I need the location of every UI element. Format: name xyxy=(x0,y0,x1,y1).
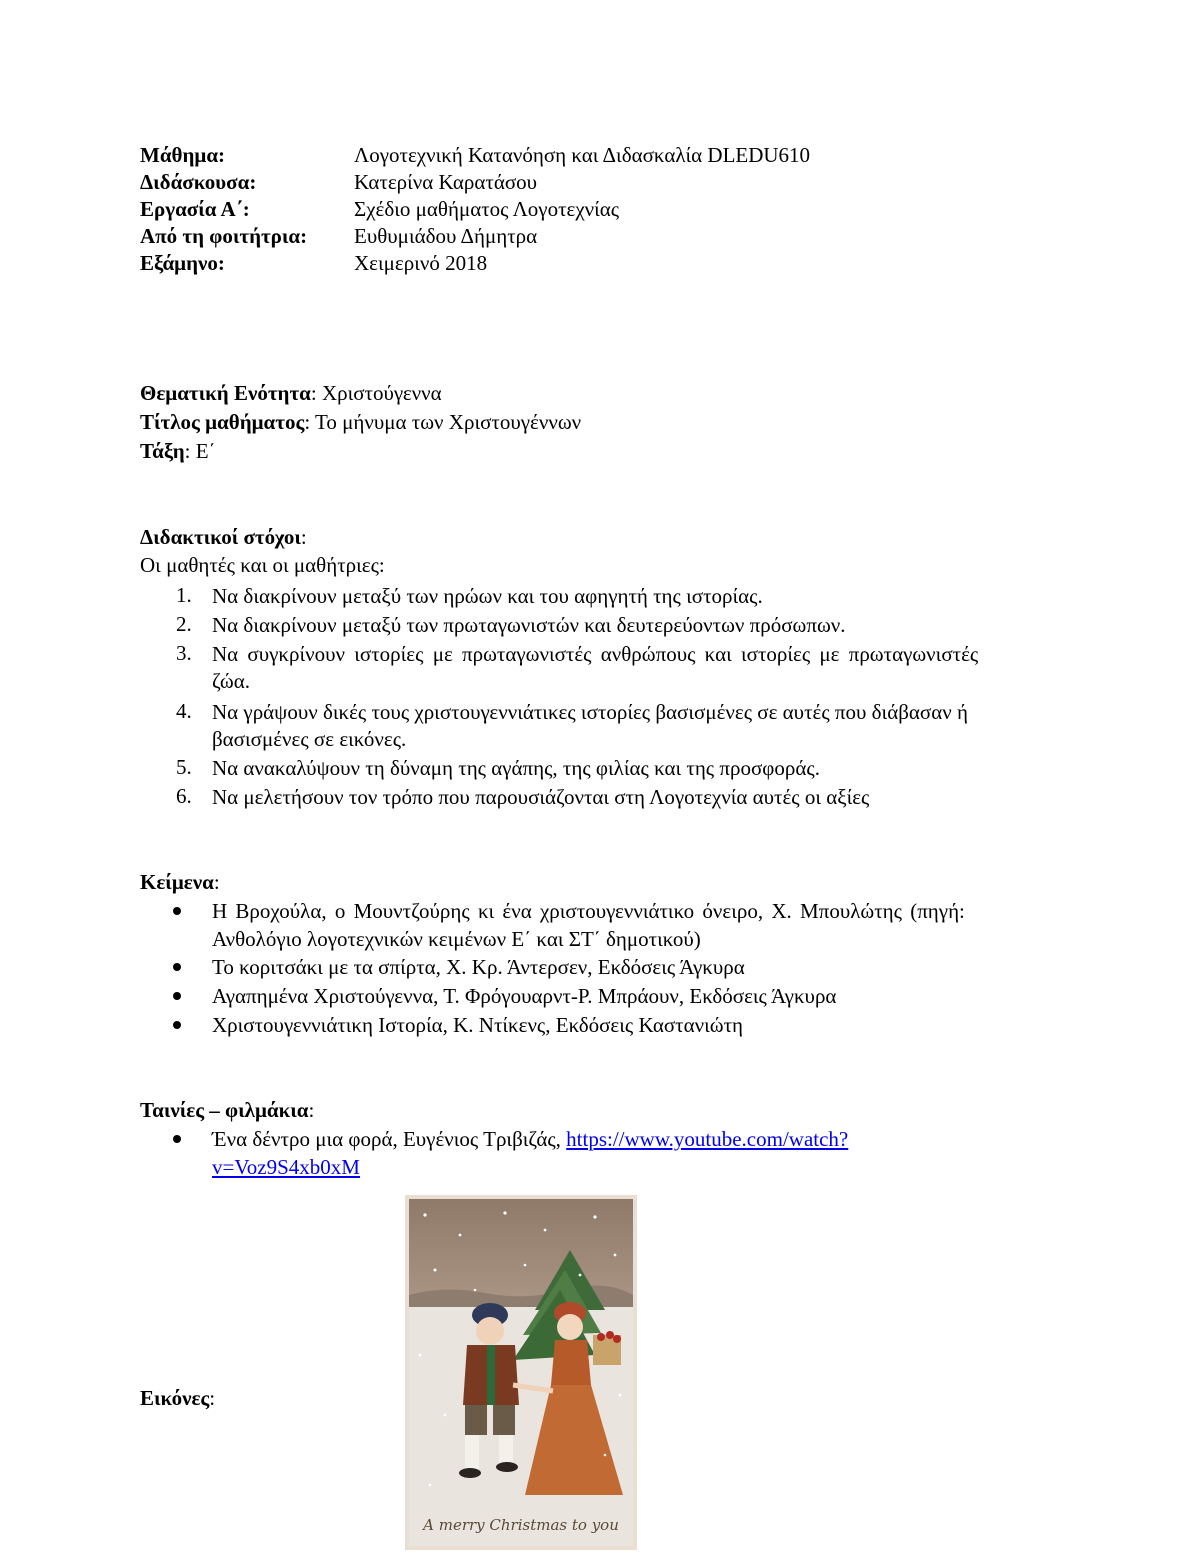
lesson-value: : Το μήνυμα των Χριστουγέννων xyxy=(304,410,582,434)
films-colon: : xyxy=(308,1098,315,1122)
text-item: Το κοριτσάκι με τα σπίρτα, Χ. Κρ. Άντερσεν, Εκδόσεις Άγκυρα xyxy=(212,955,745,979)
header-label: Εργασία Α΄: xyxy=(140,197,250,221)
header-label: Από τη φοιτήτρια: xyxy=(140,224,308,248)
images-heading xyxy=(140,1385,215,1412)
bullet-icon xyxy=(173,992,181,1000)
images-colon: : xyxy=(209,1386,216,1410)
lesson-line xyxy=(140,409,581,436)
films-heading-text: Ταινίες – φιλμάκια xyxy=(140,1098,309,1122)
film-title: Ένα δέντρο μια φορά, Ευγένιος Τριβιζάς, xyxy=(212,1127,567,1151)
goals-intro: Οι μαθητές και οι μαθήτριες: xyxy=(140,553,385,577)
goal-number: 3. xyxy=(176,641,192,665)
goal-item: Να διακρίνουν μεταξύ των πρωταγωνιστών και δευτερεύοντων πρόσωπων. xyxy=(212,613,846,637)
goal-item: Να ανακαλύψουν τη δύναμη της αγάπης, της φιλίας και της προσφοράς. xyxy=(212,756,820,780)
texts-heading-text: Κείμενα xyxy=(140,870,214,894)
goal-number: 5. xyxy=(176,755,192,779)
goal-number: 1. xyxy=(176,583,192,607)
goal-item: Να συγκρίνουν ιστορίες με πρωταγωνιστές ανθρώπους και ιστορίες με πρωταγωνιστές xyxy=(212,642,979,666)
postcard-illustration xyxy=(405,1195,637,1550)
text-item-continued: Ανθολόγιο λογοτεχνικών κειμένων Ε΄ και ΣΤ΄ δημοτικού) xyxy=(212,927,701,951)
header-value: Ευθυμιάδου Δήμητρα xyxy=(354,224,538,248)
header-value: Κατερίνα Καρατάσου xyxy=(354,170,538,194)
goal-number: 6. xyxy=(176,784,192,808)
grade-line xyxy=(140,438,216,465)
goals-heading-text: Διδακτικοί στόχοι xyxy=(140,525,301,549)
goals-heading xyxy=(140,524,307,551)
film-item xyxy=(212,1125,848,1153)
goal-item: Να διακρίνουν μεταξύ των ηρώων και του αφηγητή της ιστορίας. xyxy=(212,584,763,608)
unit-value: : Χριστούγεννα xyxy=(310,381,442,405)
header-value: Σχέδιο μαθήματος Λογοτεχνίας xyxy=(354,197,620,221)
postcard-caption: A merry Christmas to you xyxy=(423,1516,619,1534)
goal-item: Να γράψουν δικές τους χριστουγεννιάτικες ιστορίες βασισμένες σε αυτές που διάβασαν ή xyxy=(212,700,968,724)
goal-number: 4. xyxy=(176,699,192,723)
film-item-continued xyxy=(212,1153,360,1181)
unit-label: Θεματική Ενότητα xyxy=(140,381,311,405)
bullet-icon xyxy=(173,1021,181,1029)
goal-item: Να μελετήσουν τον τρόπο που παρουσιάζονται στη Λογοτεχνία αυτές οι αξίες xyxy=(212,785,870,809)
bullet-icon xyxy=(173,963,181,971)
texts-heading xyxy=(140,869,220,896)
header-value: Λογοτεχνική Κατανόηση και Διδασκαλία DLEDU610 xyxy=(354,143,811,167)
youtube-link[interactable]: https://www.youtube.com/watch? xyxy=(566,1127,849,1151)
goal-item-continued: ζώα. xyxy=(212,669,251,693)
grade-label: Τάξη xyxy=(140,439,185,463)
bullet-icon xyxy=(173,1135,181,1143)
films-heading xyxy=(140,1097,314,1124)
goal-number: 2. xyxy=(176,612,192,636)
grade-value: : Ε΄ xyxy=(184,439,216,463)
text-item: Χριστουγεννιάτικη Ιστορία, Κ. Ντίκενς, Εκδόσεις Καστανιώτη xyxy=(212,1013,743,1037)
goal-item-continued: βασισμένες σε εικόνες. xyxy=(212,727,407,751)
header-label: Μάθημα: xyxy=(140,143,226,167)
header-label: Εξάμηνο: xyxy=(140,251,225,275)
header-value: Χειμερινό 2018 xyxy=(354,251,488,275)
texts-colon: : xyxy=(213,870,220,894)
text-item: Αγαπημένα Χριστούγεννα, Τ. Φρόγουαρντ-Ρ. Μπράουν, Εκδόσεις Άγκυρα xyxy=(212,984,837,1008)
goals-colon: : xyxy=(300,525,307,549)
youtube-link-continued[interactable]: v=Voz9S4xb0xM xyxy=(212,1155,360,1179)
bullet-icon xyxy=(173,907,181,915)
images-heading-text: Εικόνες xyxy=(140,1386,210,1410)
header-label: Διδάσκουσα: xyxy=(140,170,257,194)
text-item: Η Βροχούλα, ο Μουντζούρης κι ένα χριστουγεννιάτικο όνειρο, Χ. Μπουλώτης (πηγή: xyxy=(212,899,965,923)
christmas-postcard-image xyxy=(405,1195,637,1550)
unit-line xyxy=(140,380,442,407)
lesson-label: Τίτλος μαθήματος xyxy=(140,410,305,434)
